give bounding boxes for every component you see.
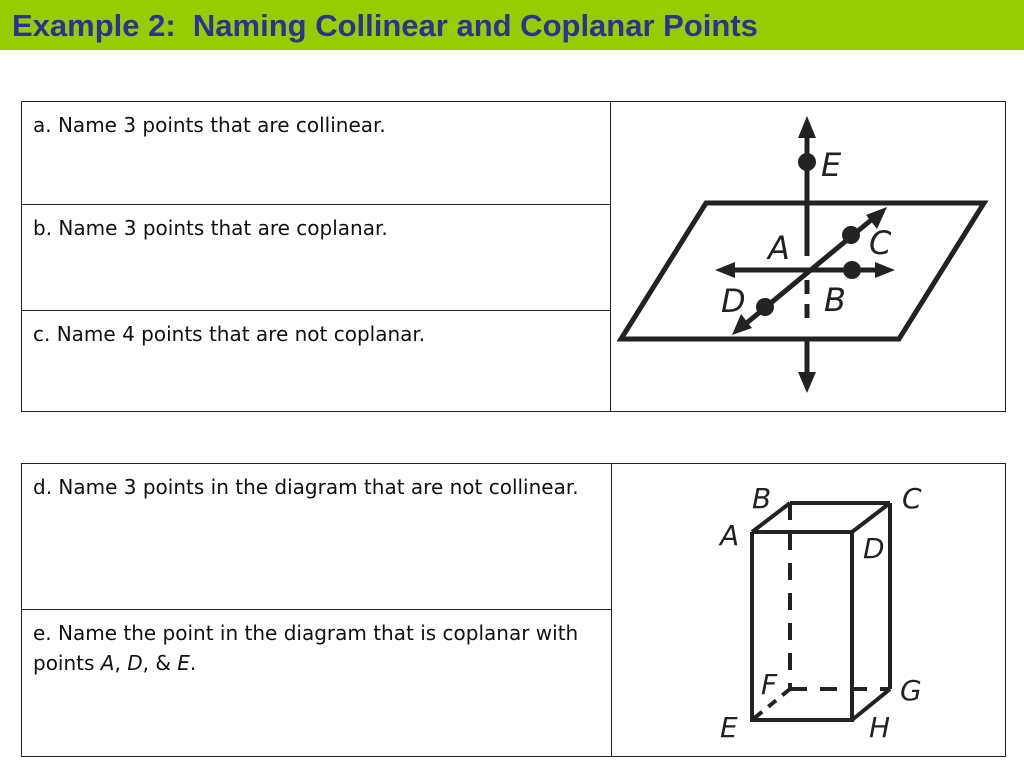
prism-diagram [612,465,1004,755]
point-d [756,298,774,316]
label-c: C [869,223,892,262]
label-b: B [752,482,772,515]
edge-cd [852,503,890,532]
question-cell-a [22,102,611,205]
arrow-left [715,262,735,278]
question-e-point-d: D [127,651,143,675]
question-e-prefix: e. Name the point in the diagram that is coplanar with points [33,621,579,675]
question-a: a. Name 3 points that are collinear. [33,113,386,137]
question-e-sep-2: , & [142,651,178,675]
label-d: D [863,532,885,565]
question-cell-b [22,205,611,311]
label-f: F [761,668,778,701]
question-cell-e [22,610,612,757]
label-b: B [824,280,846,319]
figure-cell-prism [612,464,1006,757]
point-b [843,261,861,279]
arrow-right [875,262,895,278]
question-table-1 [21,101,1006,412]
question-cell-c [22,311,611,412]
label-d: D [721,281,746,320]
question-e-end: . [189,651,197,675]
point-c [842,226,860,244]
question-e-point-e: E [177,651,190,675]
slide-title: Example 2: Naming Collinear and Coplanar Points [12,8,758,43]
plane-diagram [611,104,1004,410]
label-c: C [902,482,922,515]
arrow-down [798,372,816,393]
question-e [22,610,611,678]
question-d: d. Name 3 points in the diagram that are not collinear. [33,475,579,499]
question-e-point-a: A [100,651,115,675]
point-e [798,153,816,171]
figure-cell-plane [611,102,1006,412]
label-a: A [768,228,790,267]
label-a: A [720,519,740,552]
question-cell-d [22,464,612,610]
arrow-up [798,116,816,138]
label-h: H [869,711,891,744]
question-e-sep-1: , [114,651,128,675]
label-e: E [720,711,738,744]
label-g: G [900,674,922,707]
label-e: E [821,145,842,184]
title-bar [0,0,1024,50]
question-c: c. Name 4 points that are not coplanar. [33,322,426,346]
question-b: b. Name 3 points that are coplanar. [33,216,388,240]
question-table-2 [21,463,1006,757]
